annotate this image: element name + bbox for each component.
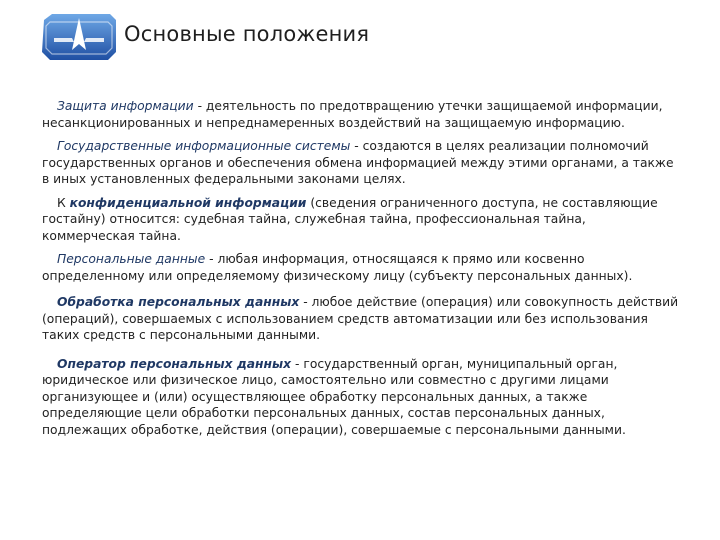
paragraph-data-processing [42,294,682,344]
content-body [42,98,682,445]
paragraph-personal-data [42,251,682,284]
paragraph-data-operator [42,356,682,439]
rocket-emblem-icon [40,12,118,62]
term-personal-data: Персональные данные [57,252,206,266]
term-data-processing: Обработка персональных данных [57,295,300,309]
definition-text: - любое действие (операция) или совокупность действий (операций), совершаемых с использованием средств автоматизации или без использования таких средств с персональными данными. [42,295,679,342]
definition-text: - создаются в целях реализации полномочий государственных органов и обеспечения обмена информацией между этими органами, а также в иных установленных федеральными законами целях. [42,139,674,186]
paragraph-state-info-systems [42,138,682,188]
term-confidential-info: конфиденциальной информации [69,195,307,210]
term-state-info-systems: Государственные информационные системы [57,139,351,153]
definition-text: - деятельность по предотвращению утечки защищаемой информации, несанкционированных и непреднамеренных воздействий на защищаемую информацию. [42,99,663,130]
paragraph-confidential-info [42,195,682,245]
definition-text: (сведения ограниченного доступа, не составляющие гостайну) относится: судебная тайна, служебная тайна, профессиональная тайна, коммерческая тайна. [42,195,658,243]
paragraph-info-protection [42,98,682,131]
definition-text: - любая информация, относящаяся к прямо или косвенно определенному или определяемому физическому лицу (субъекту персональных данных). [42,252,633,283]
term-data-operator: Оператор персональных данных [57,356,292,371]
term-info-protection: Защита информации [57,99,194,113]
paragraph-prefix: К [57,195,70,210]
page-title: Основные положения [124,22,370,46]
definition-text: - государственный орган, муниципальный орган, юридическое или физическое лицо, самостоятельно или совместно с другими лицами организующее и (или) осуществляющее обработку персональных данных, а также определяющие цели обработки персональных данных, состав персональных данных, подлежащих обработке, действия (операции), совершаемые с персональными данными. [42,356,626,437]
